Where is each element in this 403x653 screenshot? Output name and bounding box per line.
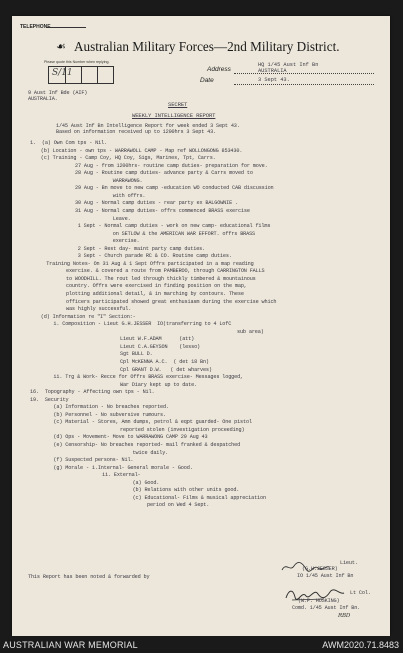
- report-body-line: 1 Sept - Normal camp duties - work on new camp- educational films: [77, 223, 271, 230]
- report-body-line: Cpl GRANT D.W. ( det wharves): [120, 366, 212, 373]
- report-body-line: (a) Good.: [132, 479, 160, 486]
- intro-line-1: 1/45 Aust Inf Bn Intelligence Report for week ended 3 Sept 43.: [56, 123, 240, 129]
- date-line: [234, 84, 374, 85]
- crown-emblem-icon: ☙: [56, 41, 66, 53]
- report-body-line: (b) Relations with other units good.: [132, 487, 240, 494]
- report-body-line: on SETLOW & the AMERICAN WAR EFFORT. offrs BRASS: [112, 230, 256, 237]
- report-body-line: to WOODHILL. The rout led through thickly timbered & mountainous: [66, 275, 256, 282]
- report-body-line: 28 Aug - Routine camp duties- advance party & Carrs moved to: [75, 170, 253, 177]
- report-body-line: (e) Censorship- No breaches reported- mail franked & despatched: [53, 442, 241, 448]
- document-page: [12, 16, 390, 636]
- address-line: [234, 73, 374, 74]
- report-body-line: Training Notes- On 31 Aug & 1 Sept Offrs participated in a map reading: [46, 260, 254, 267]
- signature-1-title: IO 1/45 Aust Inf Bn: [297, 573, 354, 579]
- report-body-line: (d) Ops - Movement- Move to WARRAWONG CAMP 29 Aug 43: [53, 434, 208, 441]
- address-label: Address: [207, 66, 231, 73]
- archive-accession-number: AWM2020.71.8483: [322, 640, 399, 650]
- report-body-line: (c) Material - Stores, Amn dumps, petrol & eqpt guarded- One pistol: [53, 419, 252, 426]
- report-body-line: (b) Location - own tps - WARRAWOLL CAMP - Map ref WOLLONGONG 853430.: [40, 147, 243, 154]
- report-body-line: was highly successful.: [66, 306, 132, 313]
- report-body-line: Leave.: [112, 215, 131, 222]
- signature-2-name: (W.P. HOSKING): [298, 598, 340, 604]
- report-body-line: 2 Sept - Rest day- maint party camp duties.: [77, 245, 206, 252]
- report-body-line: (c) Training - Camp Coy, HQ Coy, Sigs, Marines, Tpt, Carrs.: [40, 155, 216, 162]
- signature-2-rank: Lt Col.: [350, 590, 371, 596]
- report-body-line: plotting additional detail, & in marching by contours. These: [66, 291, 244, 297]
- report-body-line: period on Wed 4 Sept.: [147, 502, 210, 509]
- classification: SECRET: [168, 101, 188, 108]
- report-body-line: sub area): [237, 328, 264, 335]
- report-body-line: War Diary kept up to date.: [120, 381, 198, 388]
- report-body-line: country. Offrs were exercised in finding position on the map,: [66, 283, 247, 290]
- report-body-line: ii. Trg & Work- Recce for Offrs BRASS exercise- Messages logged,: [53, 374, 244, 381]
- report-body-line: (c) Educational- Films & musical appreciation: [132, 494, 266, 501]
- report-body-line: 16. Topography - Affecting own tps - Nil.: [30, 389, 155, 396]
- signature-2-title: Comd. 1/45 Aust Inf Bn.: [292, 605, 361, 611]
- reference-number-handwritten: S/11: [52, 68, 73, 78]
- report-body-line: reported stolen (investigation proceeding): [120, 426, 245, 433]
- report-body-line: Sgt BULL D.: [120, 351, 153, 358]
- report-body-line: (b) Personnel - No subversive rumours.: [53, 411, 166, 418]
- signature-1-rank: Lieut.: [340, 560, 358, 566]
- report-body-line: Cpl McKENNA A.C. ( det 18 Bn): [120, 358, 209, 365]
- org-title: Australian Military Forces—2nd Military District.: [74, 39, 340, 54]
- report-body-line: exercise.: [112, 238, 140, 245]
- report-body-line: 27 Aug - from 1200hrs- routine camp duties- preparation for move.: [75, 162, 268, 169]
- sender-line-1: 9 Aust Inf Bde (AIF): [28, 90, 88, 96]
- report-body-line: WARRAWONG.: [112, 177, 143, 184]
- report-body-line: officers participated showed great enthusiasm during the exercise which: [66, 298, 277, 305]
- noted-forwarded-text: This Report has been noted & forwarded by: [28, 574, 150, 580]
- report-title: WEEKLY INTELLIGENCE REPORT: [132, 112, 216, 119]
- report-body-line: (g) Morale - i.Internal- General morale - Good.: [53, 464, 193, 471]
- handwritten-initials: RBD: [338, 613, 351, 619]
- archive-name: AUSTRALIAN WAR MEMORIAL: [3, 640, 138, 650]
- telephone-label: TELEPHONE: [20, 24, 51, 30]
- signature-1-name: (G.H.JESSER): [302, 566, 338, 572]
- address-value-2: AUSTRALIA: [258, 68, 287, 74]
- report-body-line: exercise. & covered a route from PAMBEROO, through CARRINGTON FALLS: [66, 268, 265, 275]
- report-body-line: twice daily.: [132, 449, 169, 456]
- report-body-line: 31 Aug - Normal camp duties- offrs commenced BRASS exercise: [75, 207, 250, 214]
- report-body-line: ii. External-: [102, 472, 141, 479]
- report-body-line: 1. (a) Own Com tps - Nil.: [30, 140, 108, 146]
- report-body-line: 30 Aug - Normal camp duties - rear party ex BALGOWNIE .: [75, 200, 238, 207]
- sender-line-2: AUSTRALIA.: [28, 96, 58, 102]
- report-body-line: with offrs.: [112, 192, 146, 199]
- report-body-line: i. Composition - Lieut G.H.JESSER IO(transferring to 4 LofC: [53, 321, 232, 328]
- address-value: HQ 1/45 Aust Inf Bn: [258, 62, 319, 68]
- telephone-line: [46, 27, 86, 28]
- report-body-line: (a) Information - No breaches reported.: [53, 404, 169, 411]
- report-body-line: 19. Security: [30, 396, 69, 403]
- report-body-line: Lieut C.A.GEYSON (lesso): [120, 343, 201, 350]
- archive-caption-bar: [0, 636, 403, 653]
- report-body-line: 29 Aug - Bn move to new camp -education WO conducted CAB discussion: [75, 185, 274, 192]
- report-body-line: (d) Information re "I" Section:-: [40, 313, 136, 320]
- date-value: 3 Sept 43.: [258, 77, 290, 83]
- intro-line-2: Based on information received up to 1200hrs 3 Sept 43.: [56, 129, 217, 135]
- date-label: Date: [200, 77, 214, 84]
- report-body-line: 3 Sept - Church parade RC & CO. Routine camp duties.: [77, 253, 232, 260]
- report-body-line: (f) Suspected persons- Nil.: [53, 457, 134, 464]
- report-body-line: Lieut W.F.ADAM (att): [120, 336, 195, 343]
- quote-number-note: Please quote this Number when replying.: [44, 60, 110, 64]
